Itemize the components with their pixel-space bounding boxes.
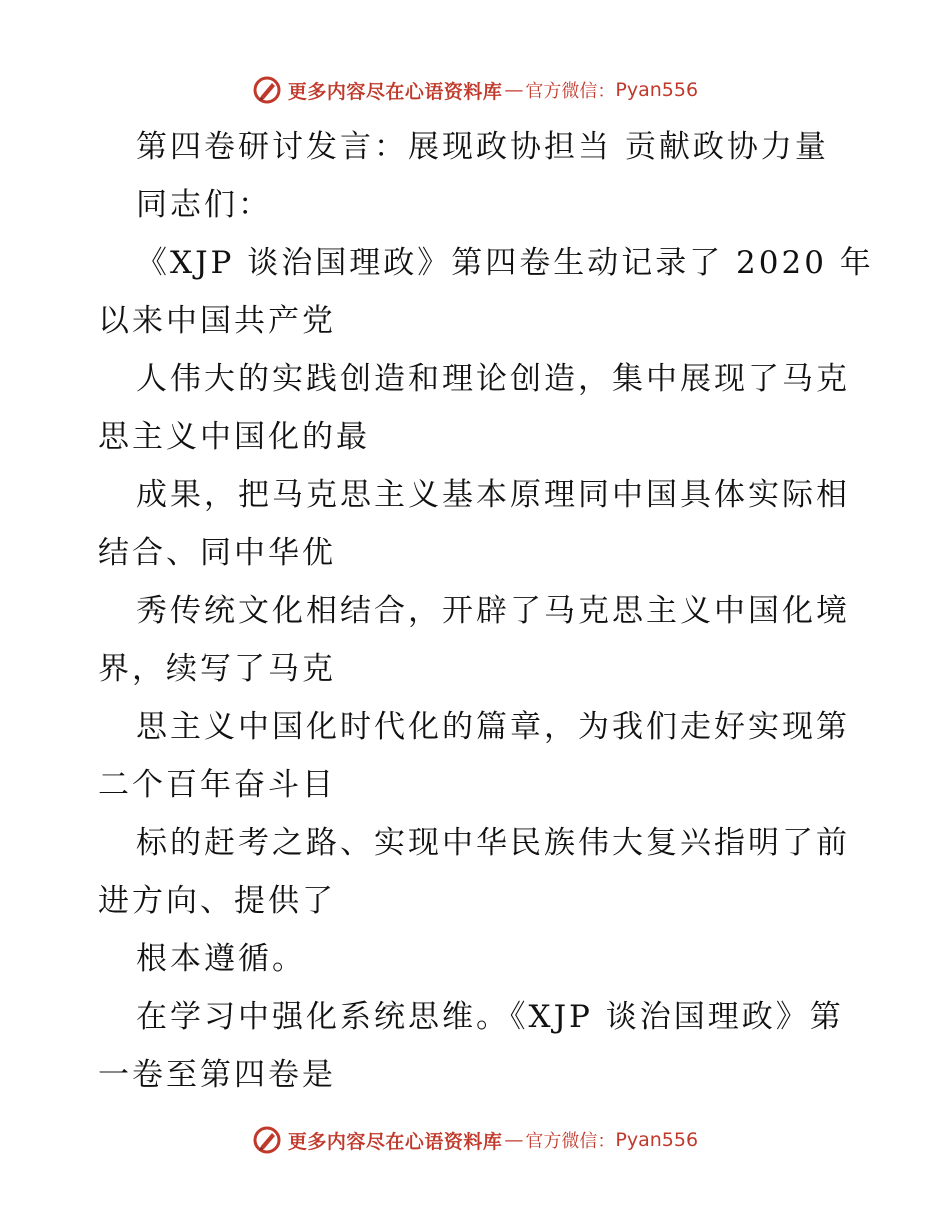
paragraph-line: 思主义中国化的最 [98,419,370,455]
salutation: 同志们： [136,187,272,223]
header-wechat-id: Pyan556 [615,79,699,101]
paragraph-line: 二个百年奋斗目 [98,767,336,803]
footer-wechat-label: 官方微信： [525,1131,616,1152]
footer-wechat-id: Pyan556 [615,1129,699,1151]
pen-logo-icon [252,75,282,105]
footer-banner [0,1120,950,1160]
header-brand-text: 更多内容尽在心语资料库 [287,80,503,103]
paragraph-line: 进方向、提供了 [98,883,336,919]
paragraph-line: 《XJP 谈治国理政》第四卷生动记录了 2020 年 [136,245,874,281]
paragraph-line: 标的赶考之路、实现中华民族伟大复兴指明了前 [136,825,850,861]
paragraph-line: 结合、同中华优 [98,535,336,571]
document-title: 第四卷研讨发言：展现政协担当 贡献政协力量 [136,129,829,165]
paragraph-line: 成果，把马克思主义基本原理同中国具体实际相 [136,477,850,513]
footer-brand-text: 更多内容尽在心语资料库 [287,1130,503,1153]
paragraph-line: 人伟大的实践创造和理论创造，集中展现了马克 [136,361,850,397]
document-body [98,118,874,1104]
header-wechat-label: 官方微信： [525,81,616,102]
paragraph-line: 一卷至第四卷是 [98,1057,336,1093]
paragraph-line: 根本遵循。 [136,941,306,977]
footer-dash: — [504,1129,524,1151]
header-dash: — [504,79,524,101]
paragraph-line: 以来中国共产党 [98,303,336,339]
paragraph-line: 界，续写了马克 [98,651,336,687]
header-banner [0,70,950,110]
paragraph-line: 在学习中强化系统思维。《XJP 谈治国理政》第 [136,999,844,1035]
pen-logo-icon [252,1125,282,1155]
paragraph-line: 思主义中国化时代化的篇章，为我们走好实现第 [136,709,850,745]
paragraph-line: 秀传统文化相结合，开辟了马克思主义中国化境 [136,593,850,629]
